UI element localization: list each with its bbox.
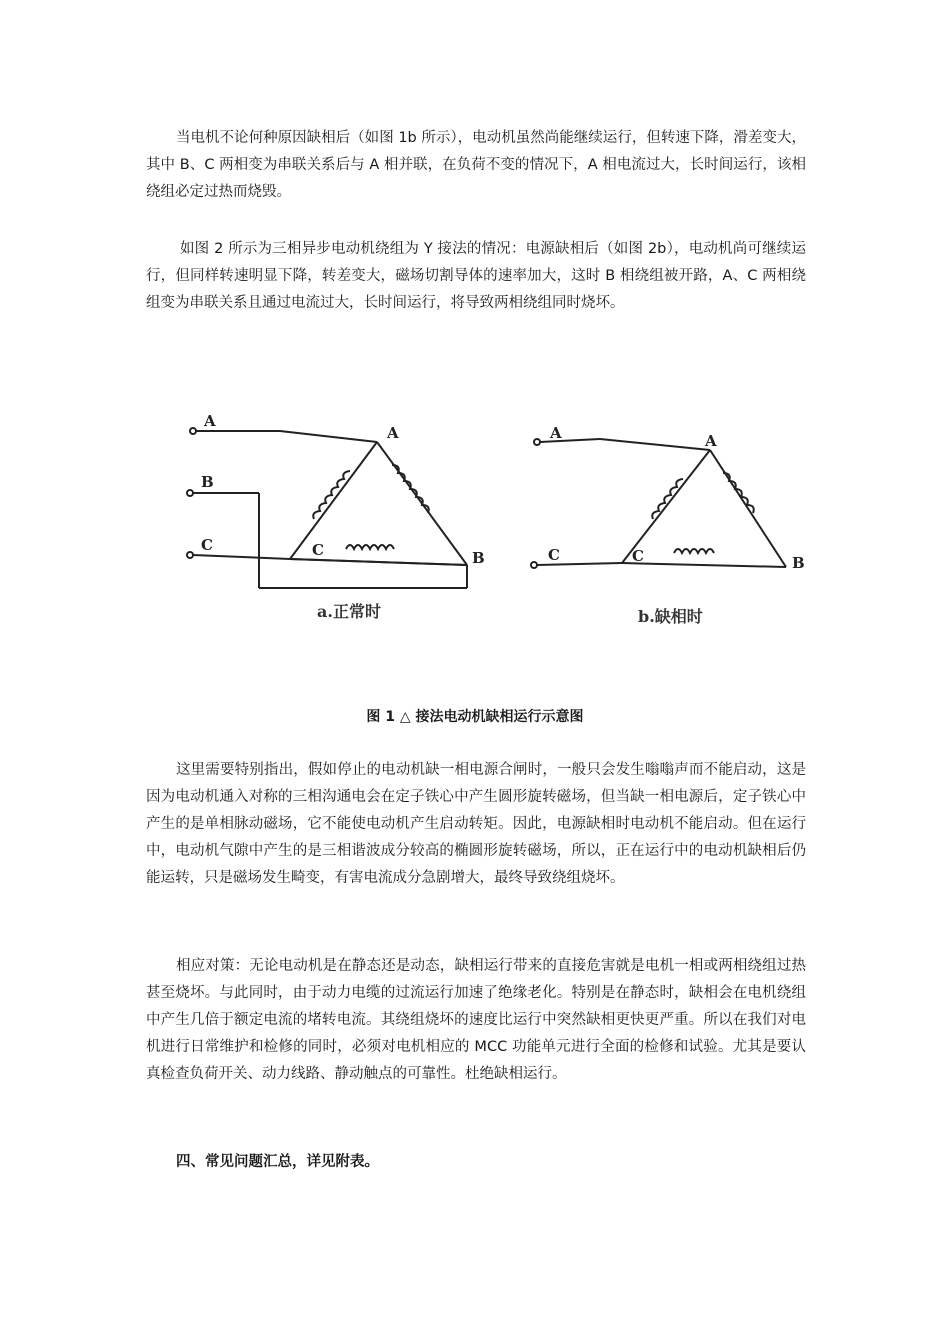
delta-connection-figure xyxy=(170,385,820,645)
paragraph-startup-explanation: 这里需要特别指出，假如停止的电动机缺一相电源合闸时，一般只会发生嗡嗡声而不能启动，这是因为电动机通入对称的三相沟通电会在定子铁心中产生圆形旋转磁场，但当缺一相电源后，定子铁心中产生的是单相脉动磁场，它不能使电动机产生启动转矩。因此，电源缺相时电动机不能启动。但在运行中，电动机气隙中产生的是三相谐波成分较高的椭圆形旋转磁场，所以，正在运行中的电动机缺相后仍能运转，只是磁场发生畸变，有害电流成分急剧增大，最终导致绕组烧坏。 xyxy=(146,762,806,886)
right-terminal-c-label: C xyxy=(548,546,560,564)
left-vertex-b-label: B xyxy=(472,549,485,567)
left-terminal-c-label: C xyxy=(201,536,213,554)
paragraph-phase-loss-star: 如图 2 所示为三相异步电动机绕组为 Y 接法的情况：电源缺相后（如图 2b），电动机尚可继续运行，但同样转速明显下降，转差变大，磁场切割导体的速率加大，这时 B 相绕组被开路，A、C 两相绕组变为串联关系且通过电流过大，长时间运行，将导致两相绕组同时烧坏。 xyxy=(146,241,806,311)
paragraph-countermeasures: 相应对策：无论电动机是在静态还是动态，缺相运行带来的直接危害就是电机一相或两相绕组过热甚至烧坏。与此同时，由于动力电缆的过流运行加速了绝缘老化。特别是在静态时，缺相会在电机绕组中产生几倍于额定电流的堵转电流。其绕组烧坏的速度比运行中突然缺相更快更严重。所以在我们对电机进行日常维护和检修的同时，必须对电机相应的 MCC 功能单元进行全面的检修和试验。尤其是要认真检查负荷开关、动力线路、静动触点的可靠性。杜绝缺相运行。 xyxy=(146,958,806,1082)
left-vertex-a-label: A xyxy=(387,424,399,442)
section-heading: 四、常见问题汇总，详见附表。 xyxy=(176,1154,379,1170)
figure-caption: 图 1 △ 接法电动机缺相运行示意图 xyxy=(366,709,584,725)
paragraph-phase-loss-delta: 当电机不论何种原因缺相后（如图 1b 所示），电动机虽然尚能继续运行，但转速下降，滑差变大，其中 B、C 两相变为串联关系后与 A 相并联，在负荷不变的情况下，A 相电流过大，长时间运行，该相绕组必定过热而烧毁。 xyxy=(146,130,806,200)
delta-diagram-svg xyxy=(170,385,820,645)
left-terminal-a-label: A xyxy=(204,412,216,430)
left-terminal-b-label: B xyxy=(201,473,214,491)
left-subtitle: a.正常时 xyxy=(317,602,381,621)
diagram-normal xyxy=(187,428,467,588)
diagram-phase-loss xyxy=(531,439,786,568)
left-vertex-c-label: C xyxy=(312,541,324,559)
right-vertex-a-label: A xyxy=(705,432,717,450)
right-vertex-b-label: B xyxy=(792,554,805,572)
right-vertex-c-label: C xyxy=(632,547,644,565)
right-subtitle: b.缺相时 xyxy=(638,607,703,626)
right-terminal-a-label: A xyxy=(550,424,562,442)
